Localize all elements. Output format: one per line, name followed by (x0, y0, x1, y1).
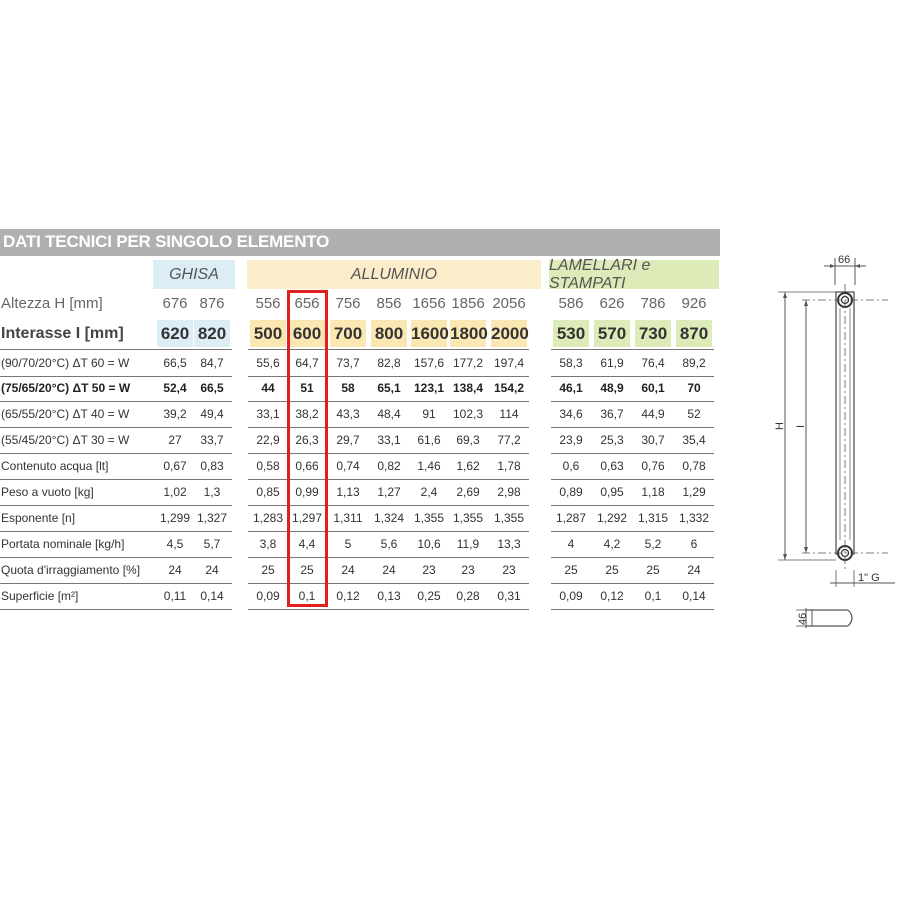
table-cell: 870 (676, 320, 712, 347)
table-cell: 1,3 (203, 485, 221, 499)
table-cell: 1656 (412, 295, 446, 312)
table-cell: 84,7 (200, 356, 224, 370)
table-cell: 1,29 (682, 485, 706, 499)
row-label: Contenuto acqua [lt] (1, 459, 109, 473)
table-cell: 500 (250, 320, 286, 347)
table-cell: 0,12 (600, 589, 624, 603)
table-cell: 0,1 (644, 589, 662, 603)
table-cell: 52 (687, 407, 701, 421)
table-cell: 177,2 (452, 356, 484, 370)
table-cell: 73,7 (336, 356, 360, 370)
table-cell: 1,18 (641, 485, 665, 499)
table-cell: 23 (502, 563, 516, 577)
table-cell: 1,27 (377, 485, 401, 499)
table-cell: 76,4 (641, 356, 665, 370)
table-cell: 0,11 (163, 589, 187, 603)
depth-label: 46 (797, 612, 809, 625)
table-row-quota (0, 558, 720, 583)
row-label: Quota d'irraggiamento [%] (1, 563, 141, 577)
table-cell: 0,66 (295, 459, 319, 473)
title-bar (0, 229, 720, 256)
table-cell: 82,8 (377, 356, 401, 370)
table-cell: 2,69 (456, 485, 480, 499)
table-cell: 756 (335, 295, 361, 312)
table-cell: 926 (681, 295, 707, 312)
row-label: (55/45/20°C) ΔT 30 = W (1, 433, 130, 447)
table-cell: 10,6 (417, 537, 441, 551)
table-cell: 61,9 (600, 356, 624, 370)
table-cell: 656 (294, 295, 320, 312)
row-rule (248, 609, 529, 610)
table-cell: 0,74 (336, 459, 360, 473)
table-cell: 2,98 (497, 485, 521, 499)
table-cell: 29,7 (336, 433, 360, 447)
table-cell: 24 (168, 563, 182, 577)
table-cell: 27 (168, 433, 182, 447)
table-cell: 0,99 (295, 485, 319, 499)
table-cell: 700 (330, 320, 366, 347)
group-header-lamellari: LAMELLARI e STAMPATI (549, 260, 719, 289)
table-cell: 0,14 (200, 589, 224, 603)
table-cell: 0,09 (256, 589, 280, 603)
table-cell: 0,95 (600, 485, 624, 499)
table-cell: 55,6 (256, 356, 280, 370)
table-cell: 58,3 (559, 356, 583, 370)
table-cell: 0,25 (417, 589, 441, 603)
table-cell: 676 (162, 295, 188, 312)
table-cell: 33,1 (377, 433, 401, 447)
table-cell: 11,9 (456, 537, 480, 551)
table-cell: 876 (199, 295, 225, 312)
table-cell: 51 (300, 381, 314, 395)
table-cell: 0,58 (256, 459, 280, 473)
table-cell: 25 (261, 563, 275, 577)
table-cell: 23 (461, 563, 475, 577)
table-cell: 22,9 (256, 433, 280, 447)
table-cell: 58 (341, 381, 355, 395)
table-cell: 6 (690, 537, 698, 551)
table-cell: 0,1 (298, 589, 316, 603)
table-cell: 0,13 (377, 589, 401, 603)
group-header-alluminio: ALLUMINIO (247, 260, 541, 289)
table-cell: 730 (635, 320, 671, 347)
table-row-dt30 (0, 428, 720, 453)
table-cell: 69,3 (456, 433, 480, 447)
table-cell: 39,2 (163, 407, 187, 421)
table-row-esponente (0, 506, 720, 531)
dim-h-label: H (774, 422, 786, 430)
table-cell: 91 (422, 407, 436, 421)
row-label: (65/55/20°C) ΔT 40 = W (1, 407, 130, 421)
row-rule (0, 349, 232, 350)
table-cell: 25,3 (600, 433, 624, 447)
table-cell: 626 (599, 295, 625, 312)
table-cell: 1,78 (497, 459, 521, 473)
table-cell: 114 (499, 407, 519, 421)
row-rule (0, 609, 232, 610)
row-label: (75/65/20°C) ΔT 50 = W (1, 381, 131, 395)
table-cell: 36,7 (600, 407, 624, 421)
table-cell: 70 (687, 381, 701, 395)
table-cell: 1,46 (417, 459, 441, 473)
dim-i-label: I (795, 424, 807, 428)
table-cell: 1,299 (159, 511, 191, 525)
table-cell: 43,3 (336, 407, 360, 421)
table-row-portata (0, 532, 720, 557)
table-cell: 4,2 (603, 537, 621, 551)
table-cell: 0,76 (641, 459, 665, 473)
table-cell: 23,9 (559, 433, 583, 447)
table-cell: 1,292 (596, 511, 628, 525)
table-cell: 1,355 (452, 511, 484, 525)
table-cell: 33,7 (200, 433, 224, 447)
table-row-dt60 (0, 351, 720, 376)
table-cell: 60,1 (641, 381, 665, 395)
table-cell: 620 (157, 320, 193, 347)
table-cell: 0,28 (456, 589, 480, 603)
table-cell: 197,4 (493, 356, 525, 370)
table-cell: 586 (558, 295, 584, 312)
table-cell: 157,6 (413, 356, 445, 370)
table-cell: 61,6 (417, 433, 441, 447)
table-cell: 44,9 (641, 407, 665, 421)
dim-66-label: 66 (838, 254, 851, 266)
table-cell: 5,6 (380, 537, 398, 551)
table-cell: 1,324 (373, 511, 405, 525)
table-cell: 13,3 (497, 537, 521, 551)
table-cell: 530 (553, 320, 589, 347)
table-cell: 1,332 (678, 511, 710, 525)
table-row-dt50 (0, 376, 720, 401)
table-cell: 0,85 (256, 485, 280, 499)
table-row-contenuto (0, 454, 720, 479)
row-label: Superficie [m²] (1, 589, 79, 603)
table-cell: 25 (646, 563, 660, 577)
table-cell: 0,6 (562, 459, 580, 473)
table-cell: 24 (205, 563, 219, 577)
table-cell: 0,63 (600, 459, 624, 473)
table-cell: 1,311 (333, 511, 363, 525)
table-cell: 48,4 (377, 407, 401, 421)
table-cell: 1,13 (336, 485, 360, 499)
table-cell: 66,5 (163, 356, 187, 370)
row-label: (90/70/20°C) ΔT 60 = W (1, 356, 130, 370)
table-cell: 123,1 (413, 381, 445, 395)
table-cell: 25 (605, 563, 619, 577)
table-cell: 1,283 (252, 511, 284, 525)
table-cell: 77,2 (497, 433, 521, 447)
table-cell: 1,355 (493, 511, 525, 525)
row-rule (551, 349, 714, 350)
table-cell: 1600 (411, 320, 447, 347)
table-cell: 1,62 (456, 459, 480, 473)
table-cell: 154,2 (493, 381, 525, 395)
row-rule (551, 609, 714, 610)
table-cell: 0,09 (559, 589, 583, 603)
table-cell: 34,6 (559, 407, 583, 421)
table-cell: 65,1 (377, 381, 401, 395)
table-cell: 25 (564, 563, 578, 577)
table-row-interasse (0, 321, 720, 346)
table-row-superficie (0, 584, 720, 609)
table-cell: 5 (344, 537, 352, 551)
highlight-column-600 (287, 290, 328, 607)
table-cell: 26,3 (295, 433, 319, 447)
table-cell: 89,2 (682, 356, 706, 370)
row-label: Interasse I [mm] (1, 325, 124, 342)
table-cell: 786 (640, 295, 666, 312)
table-cell: 820 (194, 320, 230, 347)
table-row-altezza (0, 291, 720, 316)
table-cell: 600 (289, 320, 325, 347)
table-cell: 24 (687, 563, 701, 577)
table-cell: 38,2 (295, 407, 319, 421)
table-cell: 2056 (492, 295, 526, 312)
table-cell: 25 (300, 563, 314, 577)
table-cell: 0,82 (377, 459, 401, 473)
table-cell: 556 (255, 295, 281, 312)
row-label: Altezza H [mm] (1, 295, 103, 312)
table-cell: 4,5 (166, 537, 184, 551)
table-cell: 0,67 (163, 459, 187, 473)
table-cell: 44 (261, 381, 275, 395)
table-cell: 48,9 (600, 381, 624, 395)
table-cell: 4 (567, 537, 575, 551)
table-cell: 24 (382, 563, 396, 577)
table-cell: 0,12 (336, 589, 360, 603)
table-cell: 1,287 (555, 511, 587, 525)
table-cell: 1,315 (637, 511, 669, 525)
table-cell: 0,89 (559, 485, 583, 499)
table-cell: 1800 (450, 320, 486, 347)
table-cell: 46,1 (559, 381, 583, 395)
table-cell: 52,4 (163, 381, 187, 395)
table-cell: 33,1 (256, 407, 280, 421)
table-title: DATI TECNICI PER SINGOLO ELEMENTO (3, 232, 330, 251)
table-cell: 1,355 (413, 511, 445, 525)
table-cell: 1,297 (291, 511, 323, 525)
table-cell: 0,31 (497, 589, 521, 603)
group-header-ghisa: GHISA (153, 260, 235, 289)
table-cell: 570 (594, 320, 630, 347)
table-cell: 24 (341, 563, 355, 577)
table-cell: 856 (376, 295, 402, 312)
table-cell: 0,14 (682, 589, 706, 603)
table-cell: 138,4 (452, 381, 484, 395)
table-row-dt40 (0, 402, 720, 427)
thread-label: 1" G (858, 572, 880, 584)
table-cell: 2,4 (420, 485, 438, 499)
table-cell: 30,7 (641, 433, 665, 447)
table-cell: 0,78 (682, 459, 706, 473)
table-cell: 1856 (451, 295, 485, 312)
table-cell: 5,7 (203, 537, 221, 551)
radiator-diagram (740, 250, 900, 650)
table-cell: 49,4 (200, 407, 224, 421)
table-cell: 3,8 (259, 537, 277, 551)
table-cell: 35,4 (682, 433, 706, 447)
table-cell: 66,5 (200, 381, 224, 395)
table-row-peso (0, 480, 720, 505)
table-cell: 800 (371, 320, 407, 347)
table-cell: 23 (422, 563, 436, 577)
row-label: Peso a vuoto [kg] (1, 485, 94, 499)
table-cell: 1,02 (163, 485, 187, 499)
row-label: Portata nominale [kg/h] (1, 537, 125, 551)
table-cell: 4,4 (298, 537, 316, 551)
table-cell: 1,327 (196, 511, 228, 525)
row-label: Esponente [n] (1, 511, 76, 525)
table-cell: 0,83 (200, 459, 224, 473)
table-cell: 102,3 (452, 407, 484, 421)
table-cell: 5,2 (644, 537, 662, 551)
table-cell: 64,7 (295, 356, 319, 370)
table-cell: 2000 (491, 320, 527, 347)
